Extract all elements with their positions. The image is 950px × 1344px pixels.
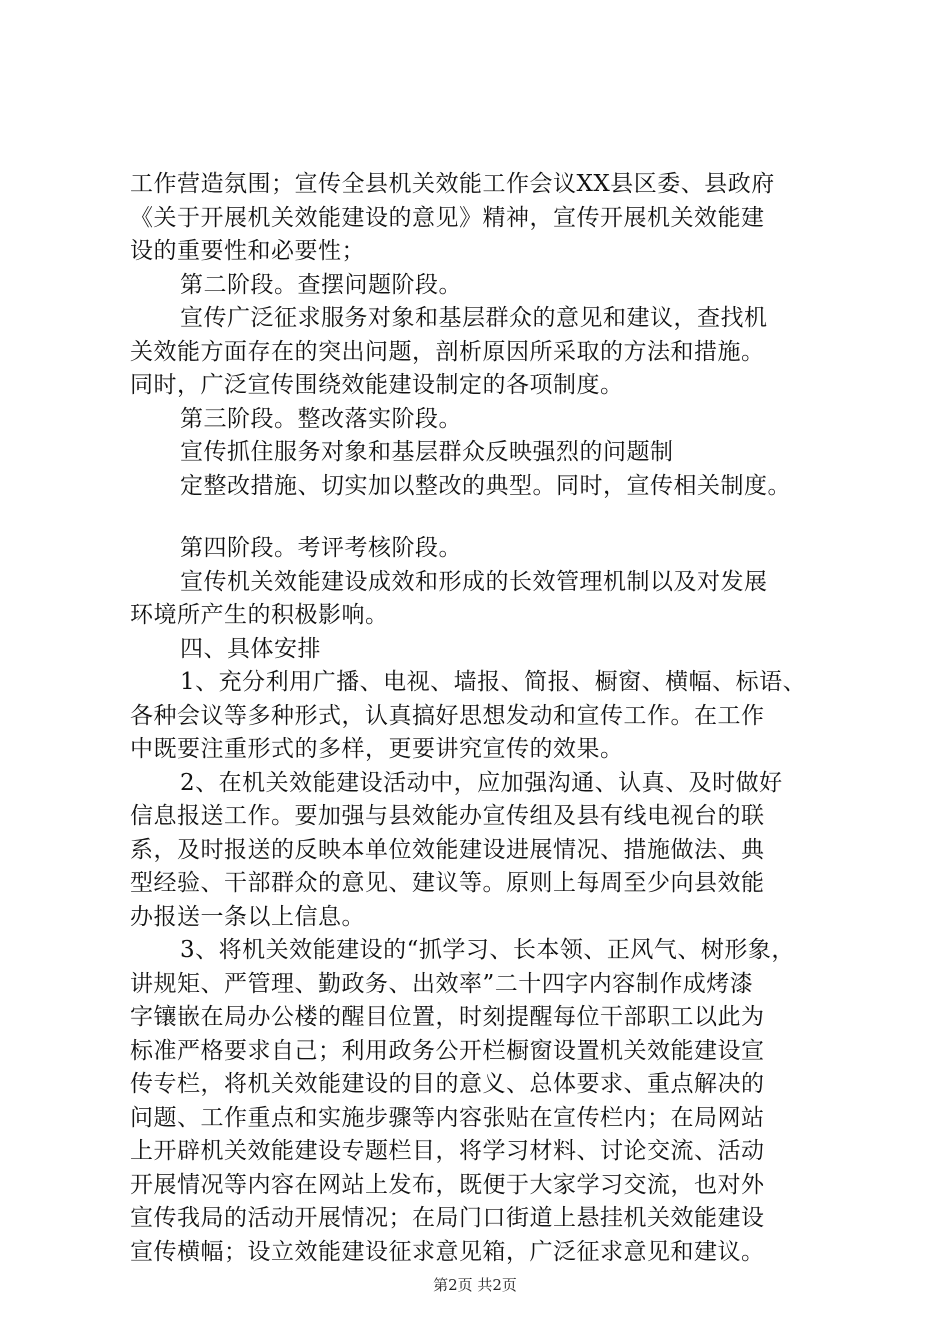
text-line: 《关于开展机关效能建设的意见》精神，宣传开展机关效能建 (130, 204, 765, 231)
text-line: 宣传横幅；设立效能建设征求意见箱，广泛征求意见和建议。 (130, 1238, 765, 1265)
text-line: 2、在机关效能建设活动中，应加强沟通、认真、及时做好 (180, 769, 783, 796)
text-line: 3、将机关效能建设的“抓学习、长本领、正风气、树形象， (180, 937, 795, 963)
document-body (130, 168, 840, 1269)
section-heading: 第三阶段。整改落实阶段。 (180, 405, 462, 432)
text-line: 标准严格要求自己；利用政务公开栏橱窗设置机关效能建设宣 (130, 1037, 765, 1064)
text-line: 传专栏，将机关效能建设的目的意义、总体要求、重点解决的 (130, 1071, 765, 1097)
text-line: 上开辟机关效能建设专题栏目，将学习材料、讨论交流、活动 (130, 1138, 765, 1164)
text-line: 定整改措施、切实加以整改的典型。同时，宣传相关制度。 (180, 472, 791, 499)
text-line: 系，及时报送的反映本单位效能建设进展情况、措施做法、典 (130, 836, 765, 863)
text-line: 各种会议等多种形式，认真搞好思想发动和宣传工作。在工作 (130, 702, 765, 729)
page-footer: 第2页 共2页 (433, 1276, 517, 1294)
paragraph-gap (130, 503, 840, 532)
text-line: 同时，广泛宣传围绕效能建设制定的各项制度。 (130, 372, 624, 398)
text-line: 型经验、干部群众的意见、建议等。原则上每周至少向县效能 (130, 870, 765, 896)
section-heading: 四、具体安排 (180, 635, 321, 662)
text-line: 信息报送工作。要加强与县效能办宣传组及县有线电视台的联 (130, 803, 765, 829)
text-line: 宣传广泛征求服务对象和基层群众的意见和建议，查找机 (180, 305, 768, 331)
section-heading: 第四阶段。考评考核阶段。 (180, 535, 462, 561)
text-line: 关效能方面存在的突出问题，剖析原因所采取的方法和措施。 (130, 338, 765, 365)
text-line: 讲规矩、严管理、勤政务、出效率”二十四字内容制作成烤漆 (130, 970, 754, 997)
text-line: 工作营造氛围；宣传全县机关效能工作会议XX县区委、县政府 (130, 171, 775, 197)
text-line: 环境所产生的积极影响。 (130, 602, 389, 628)
text-line: 办报送一条以上信息。 (130, 903, 365, 930)
text-line: 宣传抓住服务对象和基层群众反映强烈的问题制 (180, 439, 674, 465)
text-line: 设的重要性和必要性； (130, 238, 365, 264)
text-line: 1、充分利用广播、电视、墙报、简报、橱窗、横幅、标语、 (180, 669, 807, 695)
text-line: 问题、工作重点和实施步骤等内容张贴在宣传栏内；在局网站 (130, 1104, 765, 1131)
text-line: 开展情况等内容在网站上发布，既便于大家学习交流，也对外 (130, 1171, 765, 1198)
text-line: 字镶嵌在局办公楼的醒目位置，时刻提醒每位干部职工以此为 (130, 1004, 765, 1030)
section-heading: 第二阶段。查摆问题阶段。 (180, 271, 462, 298)
text-line: 中既要注重形式的多样，更要讲究宣传的效果。 (130, 736, 624, 762)
text-line: 宣传我局的活动开展情况；在局门口街道上悬挂机关效能建设 (130, 1205, 765, 1231)
text-line: 宣传机关效能建设成效和形成的长效管理机制以及对发展 (180, 568, 768, 595)
